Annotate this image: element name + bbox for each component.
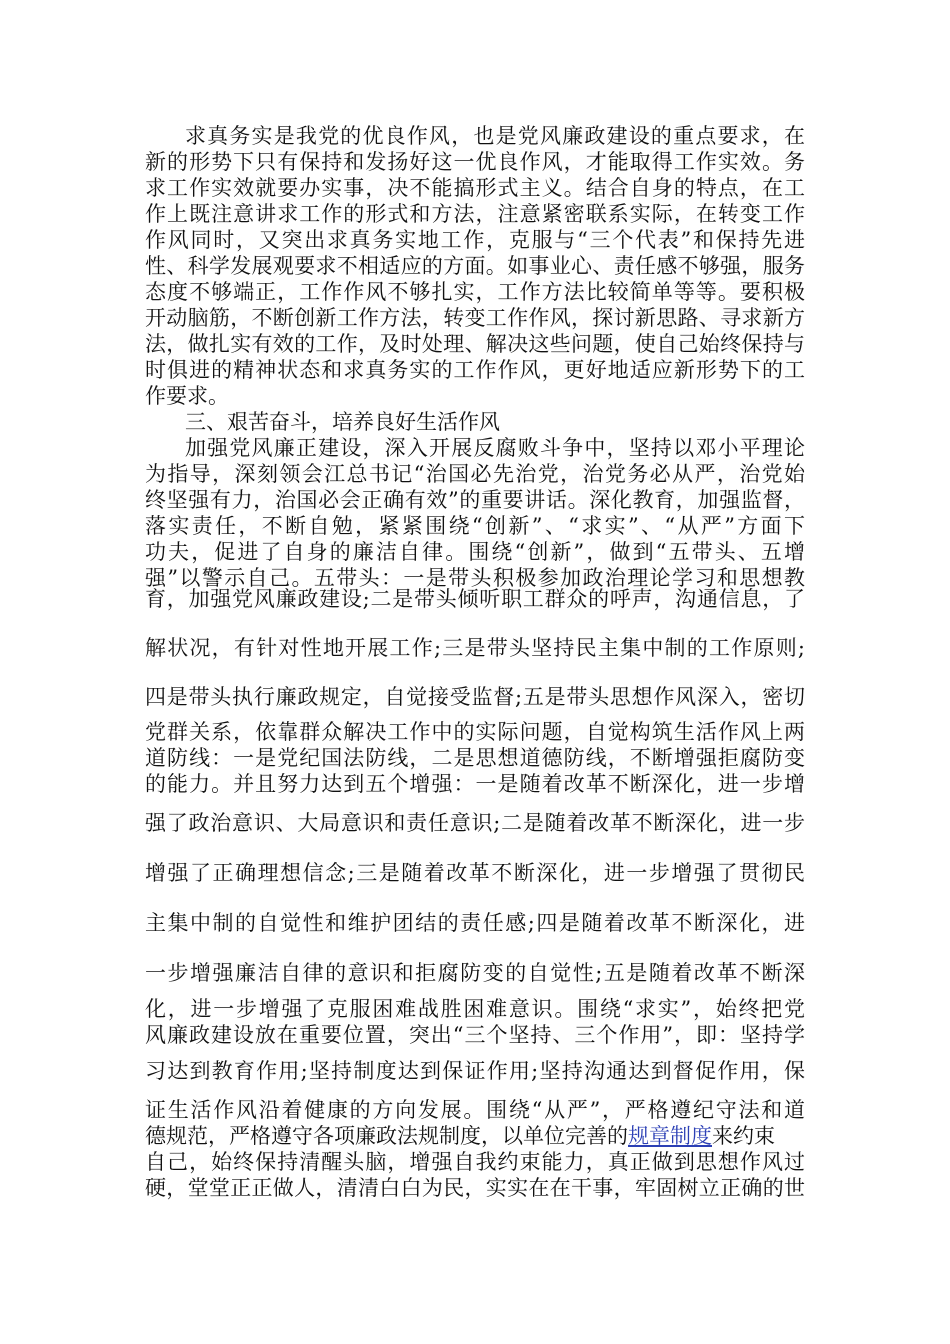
text-line: 作风同时，又突出求真务实地工作，克服与“三个代表”和保持先进 <box>145 228 805 252</box>
text-line: 育，加强党风廉政建设;二是带头倾听职工群众的呼声，沟通信息，了 <box>145 587 805 611</box>
text-line <box>145 1123 805 1149</box>
text-line: 作上既注意讲求工作的形式和方法，注意紧密联系实际，在转变工作 <box>145 202 805 226</box>
text-line: 风廉政建设放在重要位置，突出“三个坚持、三个作用”，即：坚持学 <box>145 1023 805 1047</box>
text-line: 党群关系，依靠群众解决工作中的实际问题，自觉构筑生活作风上两 <box>145 720 805 744</box>
text-line: 求真务实是我党的优良作风，也是党风廉政建设的重点要求，在 <box>185 124 805 148</box>
section-heading: 三、艰苦奋斗，培养良好生活作风 <box>185 410 500 434</box>
text-line: 增强了正确理想信念;三是随着改革不断深化，进一步增强了贯彻民 <box>145 861 805 885</box>
text-line: 化，进一步增强了克服困难战胜困难意识。围绕“求实”，始终把党 <box>145 997 805 1021</box>
text-line: 性、科学发展观要求不相适应的方面。如事业心、责任感不够强，服务 <box>145 254 805 278</box>
text-line: 四是带头执行廉政规定，自觉接受监督;五是带头思想作风深入，密切 <box>145 685 805 709</box>
text-line: 自己，始终保持清醒头脑，增强自我约束能力，真正做到思想作风过 <box>145 1150 805 1174</box>
text-line: 落实责任，不断自勉，紧紧围绕“创新”、“求实”、“从严”方面下 <box>145 514 805 538</box>
text-line: 证生活作风沿着健康的方向发展。围绕“从严”，严格遵纪守法和道 <box>145 1098 805 1122</box>
text-line: 的能力。并且努力达到五个增强：一是随着改革不断深化，进一步增 <box>145 772 805 796</box>
text-line: 习达到教育作用;坚持制度达到保证作用;坚持沟通达到督促作用，保 <box>145 1059 805 1083</box>
text-line: 解状况，有针对性地开展工作;三是带头坚持民主集中制的工作原则; <box>145 636 805 660</box>
text-line: 一步增强廉洁自律的意识和拒腐防变的自觉性;五是随着改革不断深 <box>145 961 805 985</box>
rules-link[interactable]: 规章制度 <box>628 1124 712 1148</box>
text-line: 法，做扎实有效的工作，及时处理、解决这些问题，使自己始终保持与 <box>145 332 805 356</box>
text-line: 强了政治意识、大局意识和责任意识;二是随着改革不断深化，进一步 <box>145 811 805 835</box>
text-line: 新的形势下只有保持和发扬好这一优良作风，才能取得工作实效。务 <box>145 150 805 174</box>
text-line: 道防线：一是党纪国法防线，二是思想道德防线，不断增强拒腐防变 <box>145 746 805 770</box>
text-segment: 来约束 <box>712 1124 775 1148</box>
text-line: 态度不够端正，工作作风不够扎实，工作方法比较简单等等。要积极 <box>145 280 805 304</box>
text-line: 加强党风廉正建设，深入开展反腐败斗争中，坚持以邓小平理论 <box>185 436 805 460</box>
text-segment: 德规范，严格遵守各项廉政法规制度，以单位完善的 <box>145 1124 628 1148</box>
text-line: 硬，堂堂正正做人，清清白白为民，实实在在干事，牢固树立正确的世 <box>145 1176 805 1200</box>
text-line: 终坚强有力，治国必会正确有效”的重要讲话。深化教育，加强监督， <box>145 488 805 512</box>
text-line: 主集中制的自觉性和维护团结的责任感;四是随着改革不断深化，进 <box>145 911 805 935</box>
text-line: 强”以警示自己。五带头：一是带头积极参加政治理论学习和思想教 <box>145 566 805 590</box>
text-line: 开动脑筋，不断创新工作方法，转变工作作风，探讨新思路、寻求新方 <box>145 306 805 330</box>
text-line: 作要求。 <box>145 384 229 408</box>
text-line: 为指导，深刻领会江总书记“治国必先治党，治党务必从严，治党始 <box>145 462 805 486</box>
text-line: 求工作实效就要办实事，决不能搞形式主义。结合自身的特点，在工 <box>145 176 805 200</box>
text-line: 时俱进的精神状态和求真务实的工作作风，更好地适应新形势下的工 <box>145 358 805 382</box>
text-line: 功夫，促进了自身的廉洁自律。围绕“创新”，做到“五带头、五增 <box>145 540 805 564</box>
